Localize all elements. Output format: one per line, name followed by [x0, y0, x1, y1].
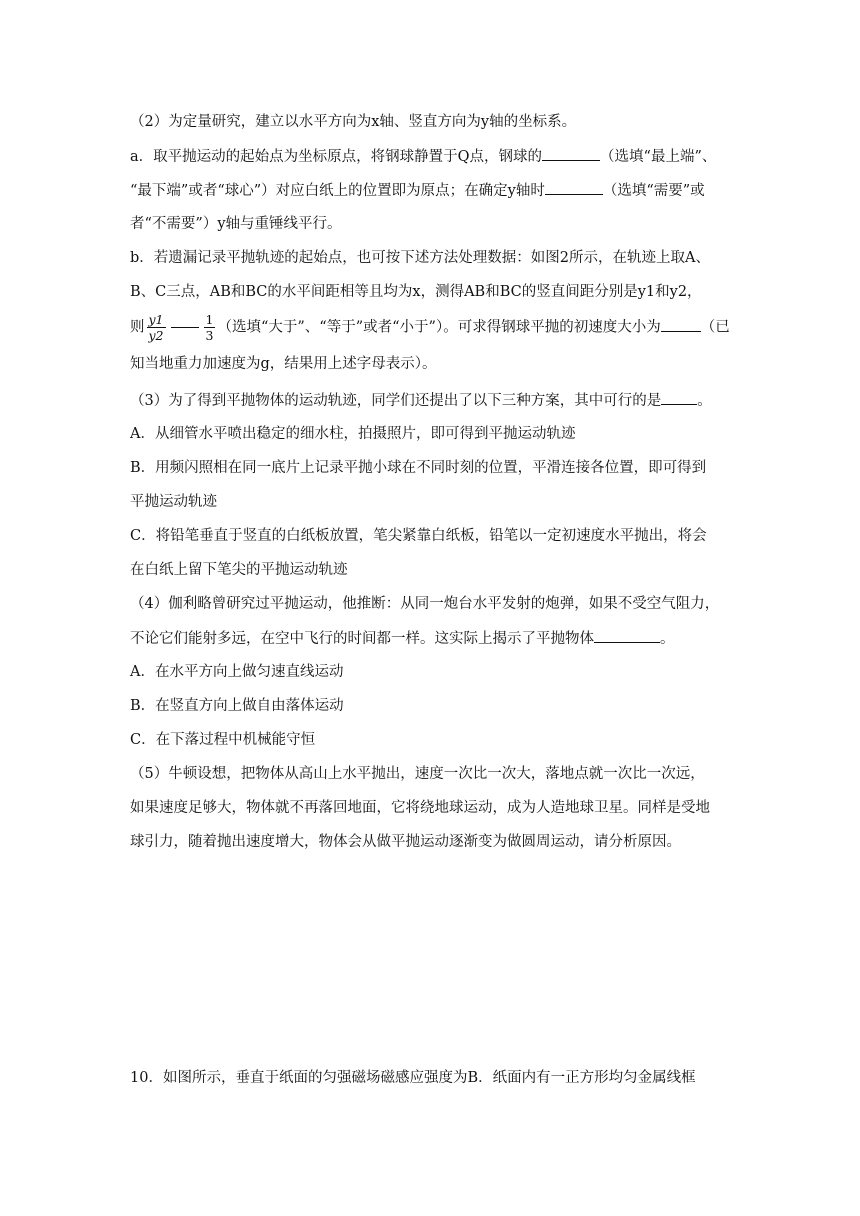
part4-line1: （4）伽利略曾研究过平抛运动，他推断：从同一炮台水平发射的炮弹，如果不受空气阻力，: [130, 596, 720, 612]
answer-blank-part4: [594, 628, 660, 643]
answer-blank-parallel: [545, 180, 603, 195]
part2-a-line1: a．取平抛运动的起始点为坐标原点，将钢球静置于Q点，钢球的 （选填“最上端”、: [130, 146, 716, 167]
part2-b-line2: B、C三点，AB和BC的水平间距相等且均为x，测得AB和BC的竖直间距分别是y1和y2，: [130, 284, 702, 300]
part5-line1: （5）牛顿设想，把物体从高山上水平抛出，速度一次比一次大，落地点就一次比一次远，: [130, 766, 705, 782]
part4-option-c: C．在下落过程中机械能守恒: [130, 732, 316, 748]
part3-option-b-line1: B．用频闪照相在同一底片上记录平抛小球在不同时刻的位置，平滑连接各位置，即可得到: [130, 460, 707, 476]
answer-blank-velocity: [661, 317, 701, 332]
part5-line2: 如果速度足够大，物体就不再落回地面，它将绕地球运动，成为人造地球卫星。同样是受地: [130, 800, 710, 816]
part4-option-a: A．在水平方向上做匀速直线运动: [130, 664, 344, 680]
answer-blank-position: [542, 146, 600, 161]
one-third-fraction: $\frac{1}{3}$: [205, 312, 214, 343]
part2-b-line3: 则 $\frac{y1}{y2}$ $\frac{1}{3}$ （选填“大于”、“等于”或者“小于”）。可求得钢球平抛的初速度大小为 （已: [130, 312, 730, 343]
question-10: 10．如图所示，垂直于纸面的匀强磁场磁感应强度为B．纸面内有一正方形均匀金属线框: [130, 1070, 696, 1086]
part4-line2: 不论它们能射多远，在空中飞行的时间都一样。这实际上揭示了平抛物体 。: [130, 628, 675, 649]
answer-blank-part3: [661, 390, 697, 405]
ratio-fraction: $\frac{y1}{y2}$: [148, 312, 164, 343]
part2-a-line2: “最下端”或者“球心”）对应白纸上的位置即为原点；在确定y轴时 （选填“需要”或: [130, 180, 705, 201]
part3-option-c-line1: C．将铅笔垂直于竖直的白纸板放置，笔尖紧靠白纸板，铅笔以一定初速度水平抛出，将会: [130, 528, 707, 544]
part2-intro: （2）为定量研究，建立以水平方向为x轴、竖直方向为y轴的坐标系。: [130, 114, 577, 130]
part2-b-line4: 知当地重力加速度为g，结果用上述字母表示）。: [130, 356, 437, 372]
part3-option-c-line2: 在白纸上留下笔尖的平抛运动轨迹: [130, 562, 348, 578]
answer-blank-relation: [171, 327, 199, 328]
part3-option-a: A．从细管水平喷出稳定的细水柱，拍摄照片，即可得到平抛运动轨迹: [130, 426, 576, 442]
part5-line3: 球引力，随着抛出速度增大，物体会从做平抛运动逐渐变为做圆周运动，请分析原因。: [130, 834, 681, 850]
part4-option-b: B．在竖直方向上做自由落体运动: [130, 698, 344, 714]
part3-intro: （3）为了得到平抛物体的运动轨迹，同学们还提出了以下三种方案，其中可行的是 。: [130, 390, 712, 411]
part2-a-line3: 者“不需要”）y轴与重锤线平行。: [130, 216, 342, 232]
part3-option-b-line2: 平抛运动轨迹: [130, 494, 217, 510]
part2-b-line1: b．若遗漏记录平抛轨迹的起始点，也可按下述方法处理数据：如图2所示，在轨迹上取A、: [130, 250, 710, 266]
